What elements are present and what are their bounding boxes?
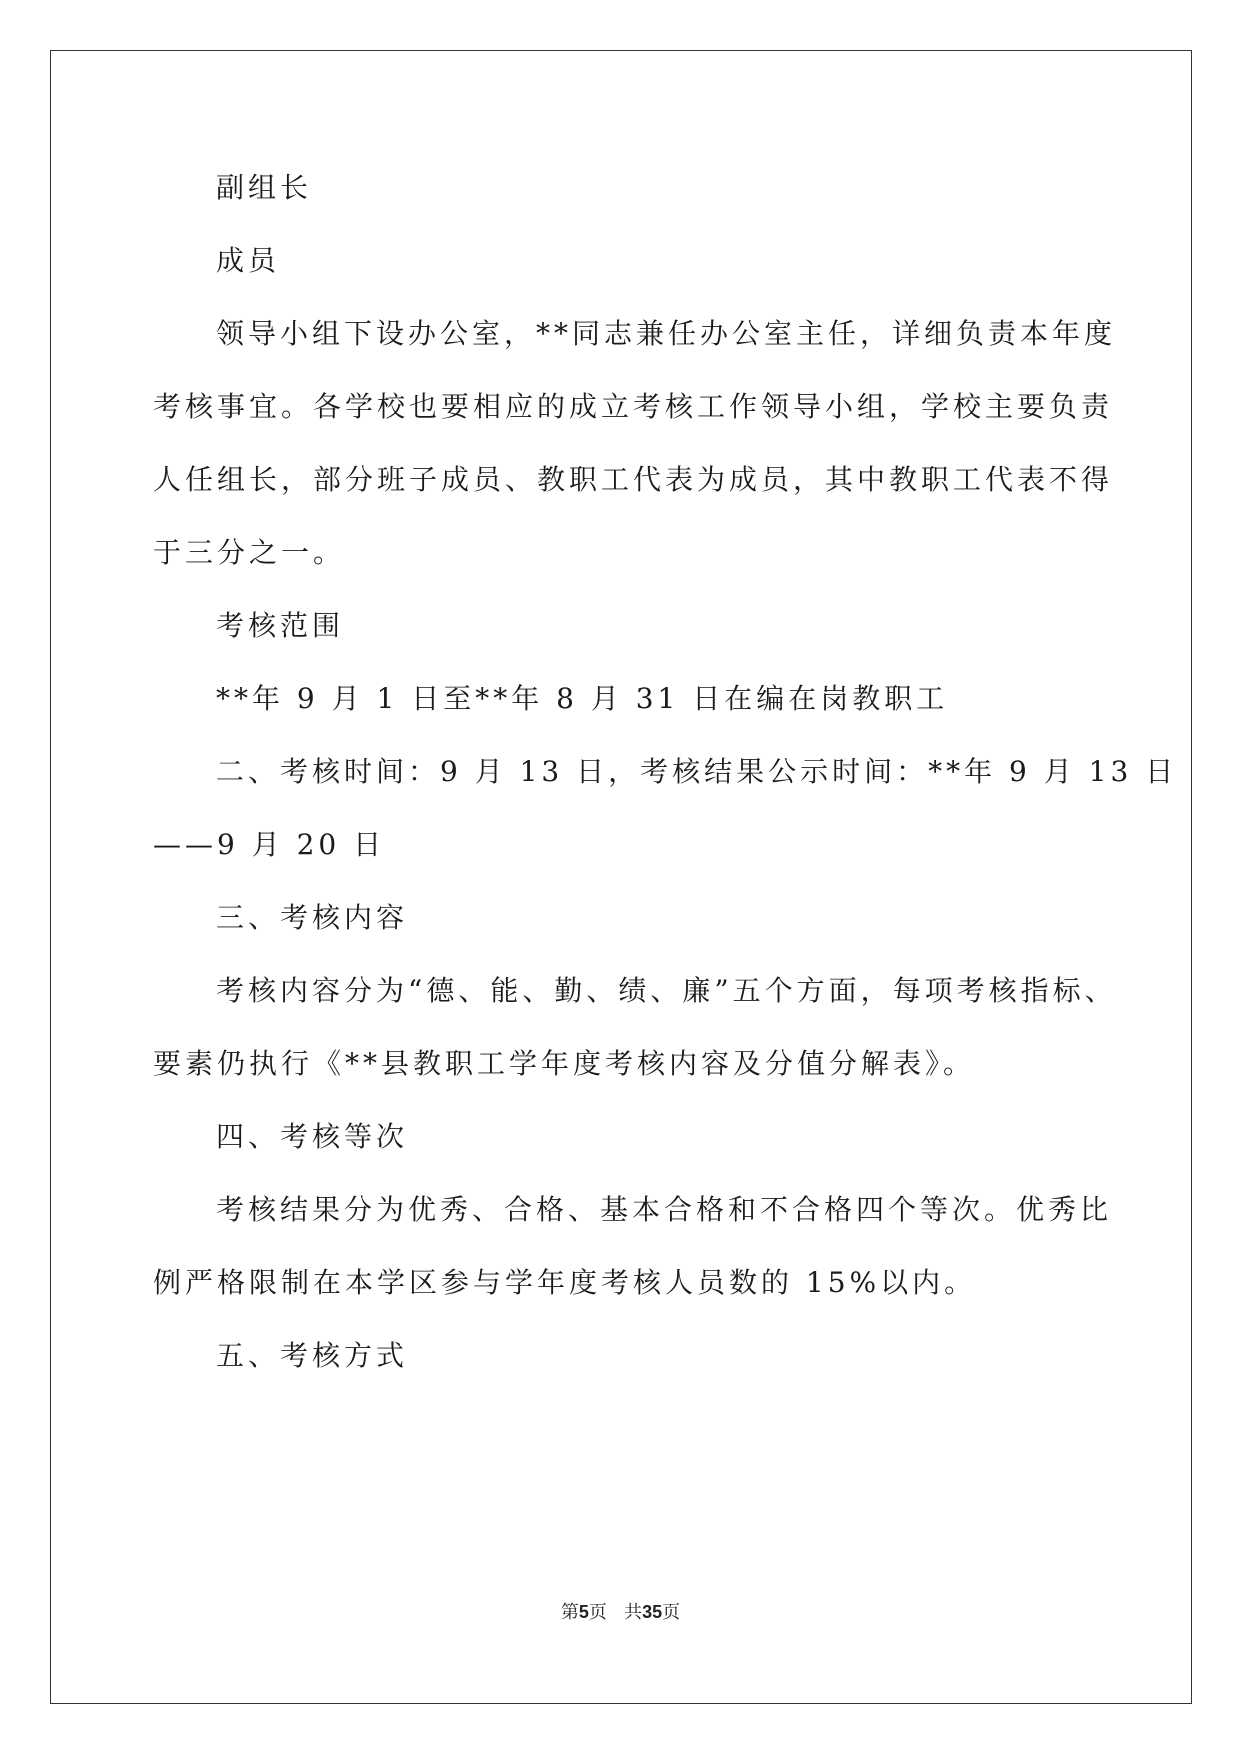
page-footer bbox=[0, 1600, 1241, 1625]
section-heading: 考核范围 bbox=[216, 609, 345, 642]
total-suffix: 页 bbox=[662, 1602, 681, 1623]
text-line: **年 9 月 1 日至**年 8 月 31 日在编在岗教职工 bbox=[216, 682, 949, 715]
section-heading: 二、考核时间：9 月 13 日，考核结果公示时间：**年 9 月 13 日 bbox=[216, 755, 1178, 788]
section-heading: 五、考核方式 bbox=[216, 1339, 409, 1372]
text-line: 考核结果分为优秀、合格、基本合格和不合格四个等次。优秀比 bbox=[216, 1193, 1113, 1226]
total-prefix: 共 bbox=[624, 1602, 643, 1623]
text-line: 考核内容分为“德、能、勤、绩、廉”五个方面，每项考核指标、 bbox=[216, 974, 1117, 1007]
text-line: 例严格限制在本学区参与学年度考核人员数的 15%以内。 bbox=[153, 1266, 977, 1299]
section-heading: 四、考核等次 bbox=[216, 1120, 409, 1153]
section-heading: 三、考核内容 bbox=[216, 901, 409, 934]
page-suffix: 页 bbox=[588, 1602, 607, 1623]
text-line: 人任组长，部分班子成员、教职工代表为成员，其中教职工代表不得 bbox=[153, 463, 1114, 496]
text-line: 要素仍执行《**县教职工学年度考核内容及分值分解表》。 bbox=[153, 1047, 976, 1080]
text-line: 于三分之一。 bbox=[153, 536, 346, 569]
page-border bbox=[50, 50, 1192, 1704]
text-line: 考核事宜。各学校也要相应的成立考核工作领导小组，学校主要负责 bbox=[153, 390, 1114, 423]
page-number: 5 bbox=[578, 1602, 589, 1622]
total-pages: 35 bbox=[642, 1602, 663, 1622]
text-line: ——9 月 20 日 bbox=[153, 828, 386, 861]
text-line: 成员 bbox=[216, 244, 281, 277]
text-line: 领导小组下设办公室，**同志兼任办公室主任，详细负责本年度 bbox=[216, 317, 1117, 350]
text-line: 副组长 bbox=[216, 171, 313, 204]
page-prefix: 第 bbox=[560, 1602, 579, 1623]
